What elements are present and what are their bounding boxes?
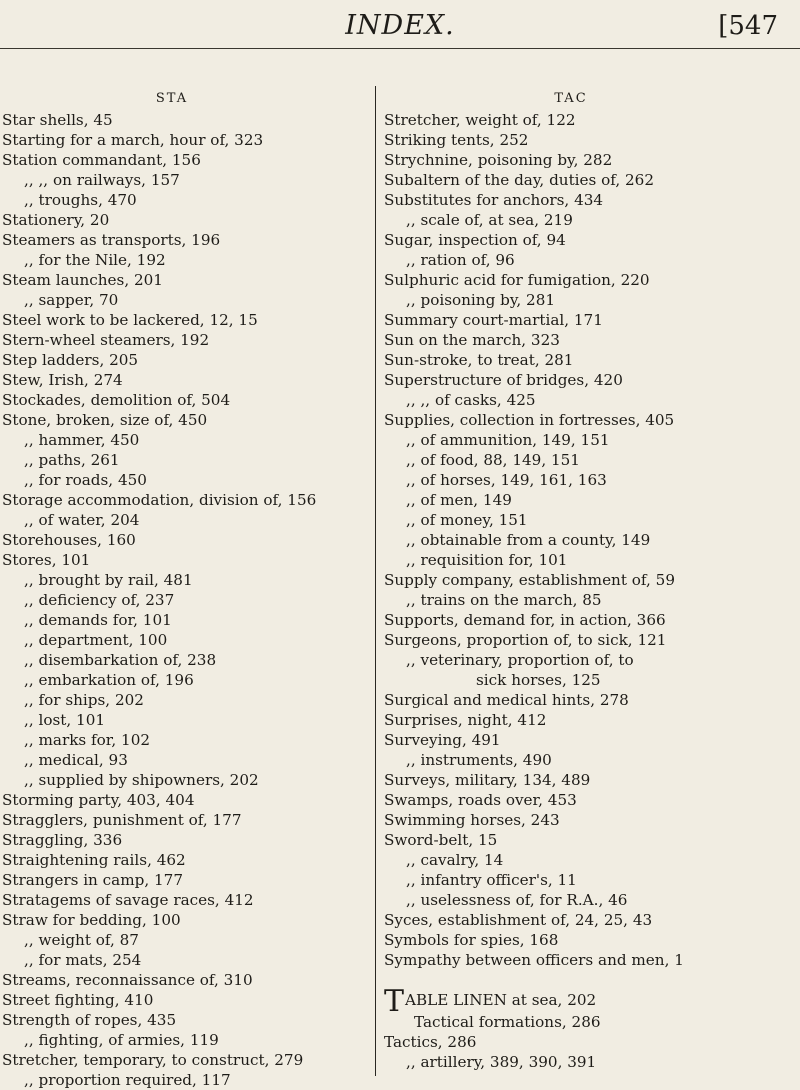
index-entry: Strychnine, poisoning by, 282: [384, 151, 613, 169]
index-entry: ,, instruments, 490: [406, 751, 552, 769]
header-rule: [0, 48, 800, 49]
index-entry: Subaltern of the day, duties of, 262: [384, 171, 655, 189]
index-entry: Superstructure of bridges, 420: [384, 371, 623, 389]
index-entry: Strangers in camp, 177: [2, 871, 183, 889]
index-entry: Surgical and medical hints, 278: [384, 691, 629, 709]
index-entry: Tactics, 286: [384, 1033, 477, 1051]
index-entry: Stockades, demolition of, 504: [2, 391, 231, 409]
index-entry: Sugar, inspection of, 94: [384, 231, 566, 249]
index-entry: Star shells, 45: [2, 111, 113, 129]
drop-cap: T: [384, 984, 405, 1019]
column-divider: [375, 86, 376, 1076]
index-entry: Starting for a march, hour of, 323: [2, 131, 264, 149]
index-entry: Supports, demand for, in action, 366: [384, 611, 666, 629]
index-entry: Summary court-martial, 171: [384, 311, 603, 329]
index-entry: sick horses, 125: [476, 671, 601, 689]
index-entry: Streams, reconnaissance of, 310: [2, 971, 253, 989]
index-entry: Sun on the march, 323: [384, 331, 560, 349]
page-number: [547: [718, 11, 778, 41]
index-entry: Sword-belt, 15: [384, 831, 498, 849]
index-entry: ,, obtainable from a county, 149: [406, 531, 651, 549]
index-entry: ,, deficiency of, 237: [24, 591, 175, 609]
index-entry: Stew, Irish, 274: [2, 371, 123, 389]
index-entry: ,, embarkation of, 196: [24, 671, 194, 689]
index-entry: Stores, 101: [2, 551, 91, 569]
index-entry: ,, of money, 151: [406, 511, 528, 529]
index-entry: ,, trains on the march, 85: [406, 591, 602, 609]
index-entry: Sun-stroke, to treat, 281: [384, 351, 574, 369]
index-entry: Straw for bedding, 100: [2, 911, 181, 929]
left-column-heading: STA: [155, 91, 189, 106]
index-entry: Storage accommodation, division of, 156: [2, 491, 317, 509]
index-entry: ,, department, 100: [24, 631, 168, 649]
index-entry: ,, weight of, 87: [24, 931, 139, 949]
index-entry: ,, of horses, 149, 161, 163: [406, 471, 607, 489]
index-entry: ,, scale of, at sea, 219: [406, 211, 573, 229]
index-entry: [384, 984, 798, 1019]
index-entry: ,, brought by rail, 481: [24, 571, 193, 589]
index-entry: Steamers as transports, 196: [2, 231, 221, 249]
index-entry: ,, of men, 149: [406, 491, 512, 509]
index-entry: ,, of food, 88, 149, 151: [406, 451, 580, 469]
index-entry: Stern-wheel steamers, 192: [2, 331, 210, 349]
index-entry: ,, uselessness of, for R.A., 46: [406, 891, 628, 909]
index-entry: ,, marks for, 102: [24, 731, 151, 749]
index-entry: ,, artillery, 389, 390, 391: [406, 1053, 597, 1071]
index-entry: Substitutes for anchors, 434: [384, 191, 604, 209]
index-entry: Syces, establishment of, 24, 25, 43: [384, 911, 653, 929]
index-entry: ,, for mats, 254: [24, 951, 142, 969]
index-entry: Stratagems of savage races, 412: [2, 891, 254, 909]
index-entry: Storehouses, 160: [2, 531, 136, 549]
index-entry: Straightening rails, 462: [2, 851, 186, 869]
index-entry: Straggling, 336: [2, 831, 123, 849]
index-entry: Strength of ropes, 435: [2, 1011, 177, 1029]
index-entry: Swimming horses, 243: [384, 811, 560, 829]
index-entry: ,, ,, of casks, 425: [406, 391, 536, 409]
index-entry: ,, infantry officer's, 11: [406, 871, 577, 889]
index-entry: Sulphuric acid for fumigation, 220: [384, 271, 650, 289]
index-entry: ,, of water, 204: [24, 511, 140, 529]
index-entry: ,, lost, 101: [24, 711, 106, 729]
index-entry: Supply company, establishment of, 59: [384, 571, 675, 589]
index-entry: ,, for roads, 450: [24, 471, 147, 489]
index-entry: ,, troughs, 470: [24, 191, 137, 209]
left-column: [2, 88, 372, 1090]
index-entry: Surveys, military, 134, 489: [384, 771, 591, 789]
index-entry: ,, paths, 261: [24, 451, 120, 469]
index-entry: Stone, broken, size of, 450: [2, 411, 208, 429]
index-entry: ,, disembarkation of, 238: [24, 651, 217, 669]
index-entry: Surprises, night, 412: [384, 711, 547, 729]
index-entry: Stationery, 20: [2, 211, 110, 229]
index-entry: Steam launches, 201: [2, 271, 163, 289]
index-entry: ,, veterinary, proportion of, to: [406, 651, 634, 669]
index-entry: Storming party, 403, 404: [2, 791, 195, 809]
left-entry-list: [2, 110, 372, 1090]
index-entry: Step ladders, 205: [2, 351, 139, 369]
index-entry: Striking tents, 252: [384, 131, 529, 149]
index-entry: ,, hammer, 450: [24, 431, 140, 449]
index-entry: ,, medical, 93: [24, 751, 128, 769]
index-entry-text: ABLE LINEN at sea, 202: [405, 991, 597, 1009]
index-entry: Station commandant, 156: [2, 151, 201, 169]
right-entry-list: [384, 110, 798, 970]
index-entry: Stragglers, punishment of, 177: [2, 811, 242, 829]
right-column-heading: TAC: [554, 91, 588, 106]
index-entry: Steel work to be lackered, 12, 15: [2, 311, 258, 329]
index-entry: ,, of ammunition, 149, 151: [406, 431, 610, 449]
index-entry: Supplies, collection in fortresses, 405: [384, 411, 675, 429]
index-entry: ,, demands for, 101: [24, 611, 172, 629]
index-entry: ,, cavalry, 14: [406, 851, 504, 869]
right-column: [384, 88, 798, 1072]
page-title: INDEX.: [345, 10, 455, 41]
index-entry: ,, supplied by shipowners, 202: [24, 771, 259, 789]
index-entry: ,, fighting, of armies, 119: [24, 1031, 219, 1049]
t-section: [384, 984, 798, 1072]
index-entry: ,, for the Nile, 192: [24, 251, 166, 269]
index-entry: Stretcher, weight of, 122: [384, 111, 576, 129]
index-entry: Sympathy between officers and men, 1: [384, 951, 684, 969]
index-entry: Surveying, 491: [384, 731, 501, 749]
index-entry: ,, for ships, 202: [24, 691, 144, 709]
page-header: [0, 6, 800, 46]
index-entry: Street fighting, 410: [2, 991, 154, 1009]
index-entry: ,, poisoning by, 281: [406, 291, 556, 309]
index-entry: ,, ,, on railways, 157: [24, 171, 180, 189]
index-entry: ,, sapper, 70: [24, 291, 119, 309]
index-entry: Tactical formations, 286: [414, 1013, 601, 1031]
index-entry: ,, requisition for, 101: [406, 551, 568, 569]
index-entry: ,, ration of, 96: [406, 251, 515, 269]
index-entry: Swamps, roads over, 453: [384, 791, 577, 809]
index-entry: Stretcher, temporary, to construct, 279: [2, 1051, 304, 1069]
index-entry: Symbols for spies, 168: [384, 931, 559, 949]
index-entry: ,, proportion required, 117: [24, 1071, 231, 1089]
index-entry: Surgeons, proportion of, to sick, 121: [384, 631, 667, 649]
